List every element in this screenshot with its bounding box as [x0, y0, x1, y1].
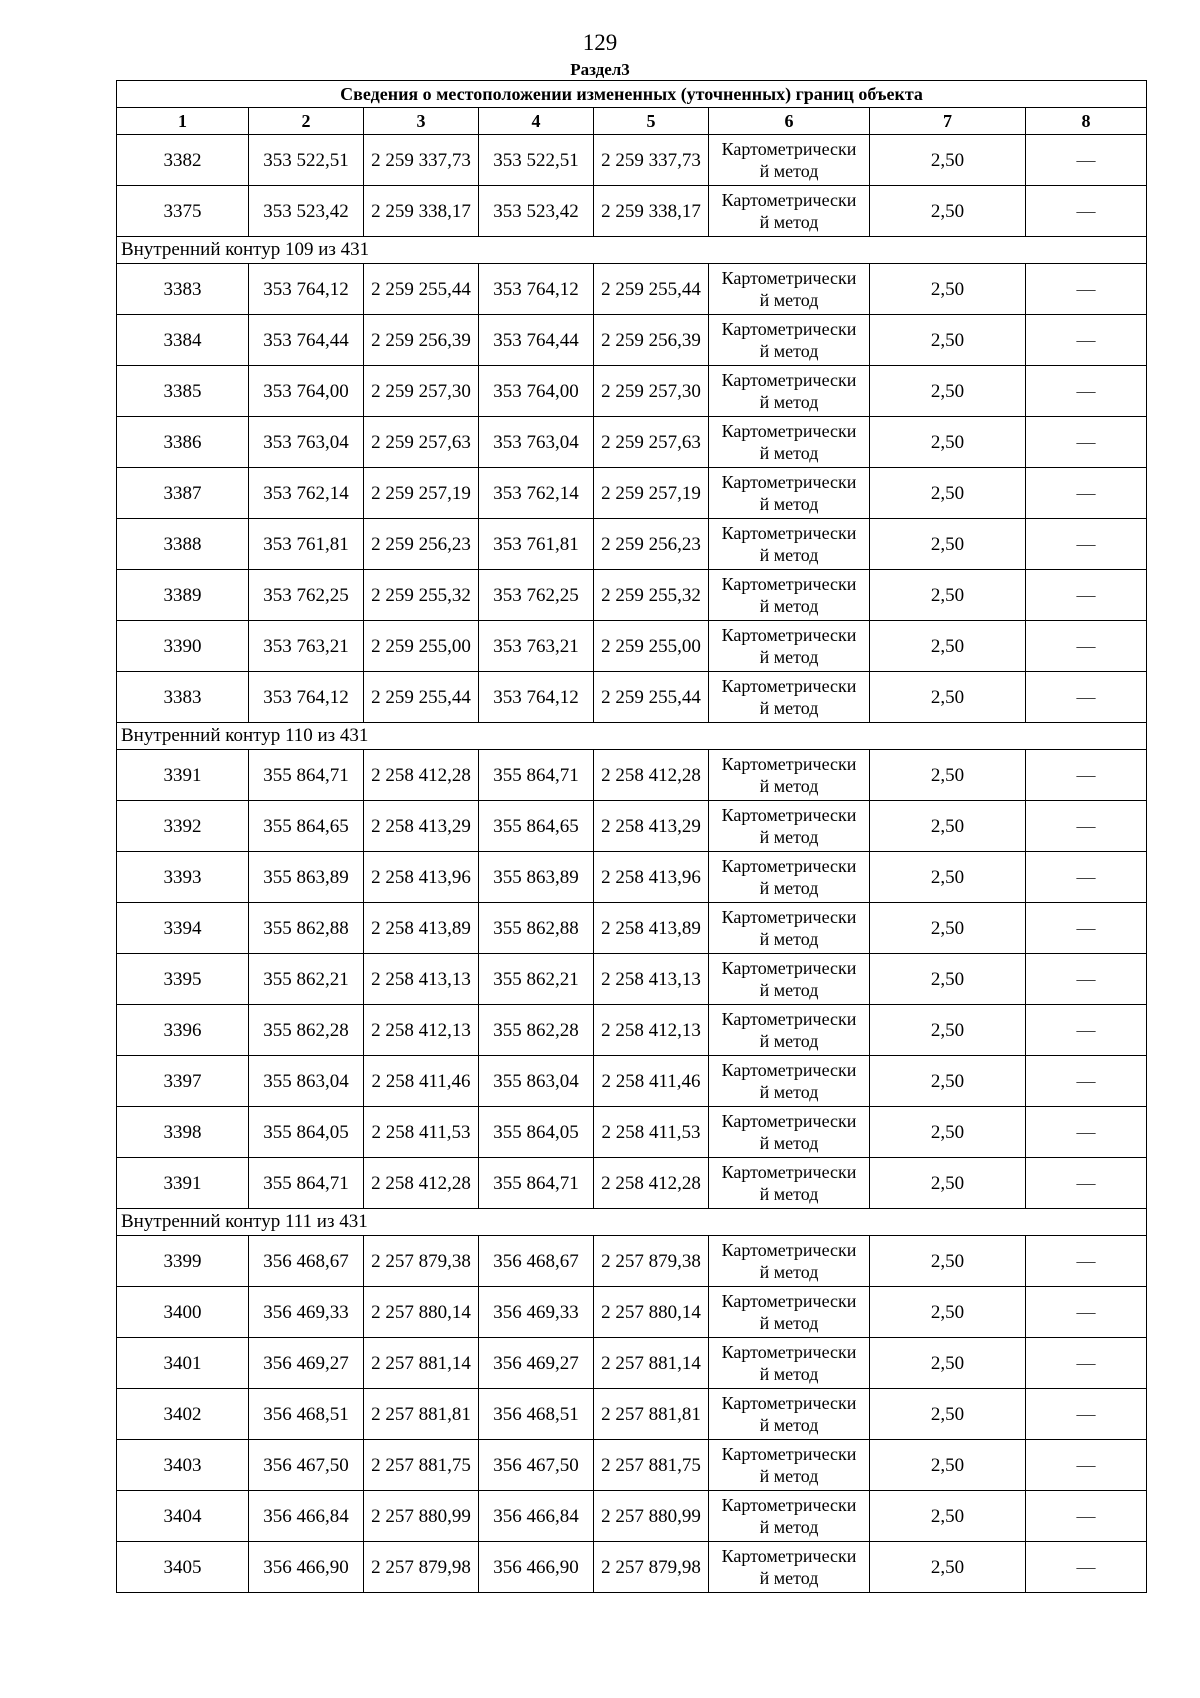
point-number-cell: 3385	[117, 366, 249, 417]
y-existing-cell: 2 258 413,13	[364, 954, 479, 1005]
table-row	[117, 750, 1147, 801]
table-row	[117, 519, 1147, 570]
y-refined-cell: 2 258 413,89	[594, 903, 709, 954]
column-header: 6	[709, 108, 870, 135]
accuracy-cell: 2,50	[870, 1005, 1026, 1056]
x-existing-cell: 355 862,21	[249, 954, 364, 1005]
column-header: 8	[1026, 108, 1147, 135]
y-refined-cell: 2 257 881,81	[594, 1389, 709, 1440]
table-row	[117, 1389, 1147, 1440]
y-refined-cell: 2 259 255,00	[594, 621, 709, 672]
x-existing-cell: 353 762,14	[249, 468, 364, 519]
point-number-cell: 3403	[117, 1440, 249, 1491]
point-number-cell: 3375	[117, 186, 249, 237]
note-cell: —	[1026, 1287, 1147, 1338]
y-existing-cell: 2 257 881,81	[364, 1389, 479, 1440]
y-refined-cell: 2 258 413,13	[594, 954, 709, 1005]
method-cell: Картометрически й метод	[709, 1236, 870, 1287]
y-refined-cell: 2 257 879,98	[594, 1542, 709, 1593]
column-header: 1	[117, 108, 249, 135]
y-refined-cell: 2 259 256,23	[594, 519, 709, 570]
y-refined-cell: 2 259 257,30	[594, 366, 709, 417]
accuracy-cell: 2,50	[870, 672, 1026, 723]
x-refined-cell: 353 761,81	[479, 519, 594, 570]
method-cell: Картометрически й метод	[709, 186, 870, 237]
note-cell: —	[1026, 264, 1147, 315]
note-cell: —	[1026, 468, 1147, 519]
point-number-cell: 3400	[117, 1287, 249, 1338]
x-refined-cell: 353 764,12	[479, 672, 594, 723]
table-row	[117, 468, 1147, 519]
accuracy-cell: 2,50	[870, 1338, 1026, 1389]
note-cell: —	[1026, 1005, 1147, 1056]
accuracy-cell: 2,50	[870, 903, 1026, 954]
table-row	[117, 1005, 1147, 1056]
x-refined-cell: 355 864,71	[479, 1158, 594, 1209]
x-existing-cell: 353 764,12	[249, 672, 364, 723]
y-existing-cell: 2 257 881,75	[364, 1440, 479, 1491]
table-caption-row	[117, 81, 1147, 108]
y-refined-cell: 2 258 411,46	[594, 1056, 709, 1107]
table-row	[117, 315, 1147, 366]
x-refined-cell: 355 862,28	[479, 1005, 594, 1056]
x-refined-cell: 356 467,50	[479, 1440, 594, 1491]
table-row	[117, 1338, 1147, 1389]
x-refined-cell: 355 862,88	[479, 903, 594, 954]
table-body	[117, 81, 1147, 1593]
section-title: Раздел3	[570, 60, 630, 79]
point-number-cell: 3383	[117, 672, 249, 723]
point-number-cell: 3389	[117, 570, 249, 621]
table-row	[117, 1236, 1147, 1287]
point-number-cell: 3387	[117, 468, 249, 519]
x-existing-cell: 355 864,71	[249, 750, 364, 801]
x-existing-cell: 355 862,28	[249, 1005, 364, 1056]
y-existing-cell: 2 259 256,39	[364, 315, 479, 366]
x-refined-cell: 355 863,89	[479, 852, 594, 903]
x-refined-cell: 356 468,67	[479, 1236, 594, 1287]
note-cell: —	[1026, 750, 1147, 801]
table-row	[117, 366, 1147, 417]
y-existing-cell: 2 258 413,29	[364, 801, 479, 852]
accuracy-cell: 2,50	[870, 750, 1026, 801]
x-existing-cell: 356 469,27	[249, 1338, 364, 1389]
accuracy-cell: 2,50	[870, 1440, 1026, 1491]
y-refined-cell: 2 258 412,13	[594, 1005, 709, 1056]
x-refined-cell: 353 763,04	[479, 417, 594, 468]
method-cell: Картометрически й метод	[709, 1542, 870, 1593]
x-existing-cell: 356 469,33	[249, 1287, 364, 1338]
accuracy-cell: 2,50	[870, 1287, 1026, 1338]
y-existing-cell: 2 259 255,32	[364, 570, 479, 621]
note-cell: —	[1026, 186, 1147, 237]
x-refined-cell: 353 764,44	[479, 315, 594, 366]
x-existing-cell: 353 763,04	[249, 417, 364, 468]
x-existing-cell: 355 863,89	[249, 852, 364, 903]
x-existing-cell: 353 761,81	[249, 519, 364, 570]
method-cell: Картометрически й метод	[709, 621, 870, 672]
method-cell: Картометрически й метод	[709, 852, 870, 903]
point-number-cell: 3396	[117, 1005, 249, 1056]
accuracy-cell: 2,50	[870, 417, 1026, 468]
accuracy-cell: 2,50	[870, 1107, 1026, 1158]
y-existing-cell: 2 257 880,14	[364, 1287, 479, 1338]
y-refined-cell: 2 258 413,29	[594, 801, 709, 852]
y-existing-cell: 2 259 337,73	[364, 135, 479, 186]
column-header: 7	[870, 108, 1026, 135]
x-refined-cell: 353 764,00	[479, 366, 594, 417]
column-header: 4	[479, 108, 594, 135]
method-cell: Картометрически й метод	[709, 1491, 870, 1542]
x-existing-cell: 356 468,67	[249, 1236, 364, 1287]
column-header: 3	[364, 108, 479, 135]
accuracy-cell: 2,50	[870, 135, 1026, 186]
x-existing-cell: 353 522,51	[249, 135, 364, 186]
accuracy-cell: 2,50	[870, 366, 1026, 417]
accuracy-cell: 2,50	[870, 186, 1026, 237]
x-refined-cell: 355 864,65	[479, 801, 594, 852]
method-cell: Картометрически й метод	[709, 750, 870, 801]
table-row	[117, 264, 1147, 315]
table-row	[117, 186, 1147, 237]
x-refined-cell: 353 763,21	[479, 621, 594, 672]
note-cell: —	[1026, 1107, 1147, 1158]
x-refined-cell: 353 522,51	[479, 135, 594, 186]
table-row	[117, 417, 1147, 468]
table-row	[117, 1440, 1147, 1491]
table-row	[117, 1491, 1147, 1542]
note-cell: —	[1026, 519, 1147, 570]
y-refined-cell: 2 259 257,19	[594, 468, 709, 519]
x-existing-cell: 353 762,25	[249, 570, 364, 621]
note-cell: —	[1026, 417, 1147, 468]
note-cell: —	[1026, 801, 1147, 852]
y-refined-cell: 2 257 879,38	[594, 1236, 709, 1287]
table-row	[117, 570, 1147, 621]
note-cell: —	[1026, 621, 1147, 672]
accuracy-cell: 2,50	[870, 1158, 1026, 1209]
y-existing-cell: 2 259 257,63	[364, 417, 479, 468]
y-refined-cell: 2 258 413,96	[594, 852, 709, 903]
x-refined-cell: 353 762,14	[479, 468, 594, 519]
x-existing-cell: 356 466,84	[249, 1491, 364, 1542]
point-number-cell: 3384	[117, 315, 249, 366]
point-number-cell: 3382	[117, 135, 249, 186]
point-number-cell: 3393	[117, 852, 249, 903]
x-refined-cell: 356 466,90	[479, 1542, 594, 1593]
method-cell: Картометрически й метод	[709, 417, 870, 468]
accuracy-cell: 2,50	[870, 1542, 1026, 1593]
y-existing-cell: 2 259 255,00	[364, 621, 479, 672]
x-refined-cell: 353 762,25	[479, 570, 594, 621]
accuracy-cell: 2,50	[870, 468, 1026, 519]
x-refined-cell: 356 466,84	[479, 1491, 594, 1542]
x-existing-cell: 353 763,21	[249, 621, 364, 672]
method-cell: Картометрически й метод	[709, 519, 870, 570]
x-existing-cell: 355 862,88	[249, 903, 364, 954]
contour-row	[117, 237, 1147, 264]
note-cell: —	[1026, 903, 1147, 954]
table-row	[117, 954, 1147, 1005]
accuracy-cell: 2,50	[870, 315, 1026, 366]
note-cell: —	[1026, 954, 1147, 1005]
point-number-cell: 3395	[117, 954, 249, 1005]
method-cell: Картометрически й метод	[709, 366, 870, 417]
y-refined-cell: 2 259 337,73	[594, 135, 709, 186]
method-cell: Картометрически й метод	[709, 801, 870, 852]
x-refined-cell: 355 864,71	[479, 750, 594, 801]
y-refined-cell: 2 257 880,14	[594, 1287, 709, 1338]
method-cell: Картометрически й метод	[709, 1440, 870, 1491]
y-refined-cell: 2 259 257,63	[594, 417, 709, 468]
accuracy-cell: 2,50	[870, 264, 1026, 315]
table-header-row	[117, 108, 1147, 135]
point-number-cell: 3391	[117, 750, 249, 801]
accuracy-cell: 2,50	[870, 954, 1026, 1005]
method-cell: Картометрически й метод	[709, 903, 870, 954]
contour-label: Внутренний контур 109 из 431	[117, 237, 1147, 264]
y-existing-cell: 2 258 412,13	[364, 1005, 479, 1056]
point-number-cell: 3383	[117, 264, 249, 315]
y-existing-cell: 2 259 256,23	[364, 519, 479, 570]
x-refined-cell: 356 469,27	[479, 1338, 594, 1389]
y-existing-cell: 2 258 411,46	[364, 1056, 479, 1107]
contour-row	[117, 1209, 1147, 1236]
table-row	[117, 621, 1147, 672]
y-existing-cell: 2 258 412,28	[364, 750, 479, 801]
y-existing-cell: 2 259 257,30	[364, 366, 479, 417]
note-cell: —	[1026, 1389, 1147, 1440]
point-number-cell: 3390	[117, 621, 249, 672]
y-existing-cell: 2 259 255,44	[364, 264, 479, 315]
accuracy-cell: 2,50	[870, 1389, 1026, 1440]
y-refined-cell: 2 259 338,17	[594, 186, 709, 237]
method-cell: Картометрически й метод	[709, 1389, 870, 1440]
note-cell: —	[1026, 315, 1147, 366]
table-row	[117, 672, 1147, 723]
point-number-cell: 3405	[117, 1542, 249, 1593]
contour-row	[117, 723, 1147, 750]
x-refined-cell: 355 862,21	[479, 954, 594, 1005]
table-row	[117, 1056, 1147, 1107]
y-existing-cell: 2 259 338,17	[364, 186, 479, 237]
method-cell: Картометрически й метод	[709, 672, 870, 723]
x-existing-cell: 356 467,50	[249, 1440, 364, 1491]
table-row	[117, 801, 1147, 852]
column-header: 5	[594, 108, 709, 135]
table-row	[117, 135, 1147, 186]
point-number-cell: 3394	[117, 903, 249, 954]
point-number-cell: 3402	[117, 1389, 249, 1440]
y-existing-cell: 2 259 257,19	[364, 468, 479, 519]
accuracy-cell: 2,50	[870, 801, 1026, 852]
contour-label: Внутренний контур 110 из 431	[117, 723, 1147, 750]
y-existing-cell: 2 257 879,98	[364, 1542, 479, 1593]
accuracy-cell: 2,50	[870, 621, 1026, 672]
method-cell: Картометрически й метод	[709, 1287, 870, 1338]
y-existing-cell: 2 257 881,14	[364, 1338, 479, 1389]
point-number-cell: 3401	[117, 1338, 249, 1389]
x-refined-cell: 353 764,12	[479, 264, 594, 315]
x-existing-cell: 355 864,71	[249, 1158, 364, 1209]
note-cell: —	[1026, 135, 1147, 186]
y-refined-cell: 2 259 256,39	[594, 315, 709, 366]
x-existing-cell: 356 466,90	[249, 1542, 364, 1593]
method-cell: Картометрически й метод	[709, 1056, 870, 1107]
table-row	[117, 903, 1147, 954]
x-existing-cell: 355 863,04	[249, 1056, 364, 1107]
method-cell: Картометрически й метод	[709, 1107, 870, 1158]
note-cell: —	[1026, 1236, 1147, 1287]
column-header: 2	[249, 108, 364, 135]
accuracy-cell: 2,50	[870, 1236, 1026, 1287]
method-cell: Картометрически й метод	[709, 1338, 870, 1389]
note-cell: —	[1026, 1542, 1147, 1593]
y-refined-cell: 2 257 880,99	[594, 1491, 709, 1542]
method-cell: Картометрически й метод	[709, 135, 870, 186]
accuracy-cell: 2,50	[870, 570, 1026, 621]
y-refined-cell: 2 259 255,44	[594, 264, 709, 315]
table-caption: Сведения о местоположении измененных (уточненных) границ объекта	[117, 81, 1147, 108]
accuracy-cell: 2,50	[870, 1491, 1026, 1542]
table-row	[117, 1287, 1147, 1338]
method-cell: Картометрически й метод	[709, 1005, 870, 1056]
method-cell: Картометрически й метод	[709, 315, 870, 366]
y-existing-cell: 2 258 411,53	[364, 1107, 479, 1158]
y-existing-cell: 2 257 880,99	[364, 1491, 479, 1542]
point-number-cell: 3388	[117, 519, 249, 570]
point-number-cell: 3399	[117, 1236, 249, 1287]
y-existing-cell: 2 258 413,96	[364, 852, 479, 903]
note-cell: —	[1026, 852, 1147, 903]
y-refined-cell: 2 259 255,44	[594, 672, 709, 723]
note-cell: —	[1026, 1158, 1147, 1209]
x-refined-cell: 353 523,42	[479, 186, 594, 237]
y-refined-cell: 2 257 881,14	[594, 1338, 709, 1389]
y-existing-cell: 2 258 412,28	[364, 1158, 479, 1209]
note-cell: —	[1026, 1338, 1147, 1389]
method-cell: Картометрически й метод	[709, 264, 870, 315]
accuracy-cell: 2,50	[870, 1056, 1026, 1107]
y-refined-cell: 2 258 412,28	[594, 750, 709, 801]
y-refined-cell: 2 257 881,75	[594, 1440, 709, 1491]
point-number-cell: 3386	[117, 417, 249, 468]
y-refined-cell: 2 258 412,28	[594, 1158, 709, 1209]
table-row	[117, 1542, 1147, 1593]
note-cell: —	[1026, 366, 1147, 417]
note-cell: —	[1026, 570, 1147, 621]
x-existing-cell: 355 864,05	[249, 1107, 364, 1158]
x-refined-cell: 355 864,05	[479, 1107, 594, 1158]
point-number-cell: 3397	[117, 1056, 249, 1107]
boundary-table	[116, 80, 1147, 1593]
point-number-cell: 3392	[117, 801, 249, 852]
x-existing-cell: 353 764,00	[249, 366, 364, 417]
y-refined-cell: 2 258 411,53	[594, 1107, 709, 1158]
point-number-cell: 3404	[117, 1491, 249, 1542]
method-cell: Картометрически й метод	[709, 570, 870, 621]
table-row	[117, 1107, 1147, 1158]
x-refined-cell: 356 468,51	[479, 1389, 594, 1440]
x-existing-cell: 353 764,44	[249, 315, 364, 366]
note-cell: —	[1026, 1440, 1147, 1491]
method-cell: Картометрически й метод	[709, 1158, 870, 1209]
point-number-cell: 3391	[117, 1158, 249, 1209]
x-refined-cell: 355 863,04	[479, 1056, 594, 1107]
note-cell: —	[1026, 1491, 1147, 1542]
table-row	[117, 852, 1147, 903]
y-existing-cell: 2 258 413,89	[364, 903, 479, 954]
page-number: 129	[582, 30, 618, 55]
x-existing-cell: 355 864,65	[249, 801, 364, 852]
note-cell: —	[1026, 672, 1147, 723]
point-number-cell: 3398	[117, 1107, 249, 1158]
x-refined-cell: 356 469,33	[479, 1287, 594, 1338]
table-row	[117, 1158, 1147, 1209]
contour-label: Внутренний контур 111 из 431	[117, 1209, 1147, 1236]
method-cell: Картометрически й метод	[709, 468, 870, 519]
method-cell: Картометрически й метод	[709, 954, 870, 1005]
accuracy-cell: 2,50	[870, 519, 1026, 570]
accuracy-cell: 2,50	[870, 852, 1026, 903]
x-existing-cell: 353 523,42	[249, 186, 364, 237]
note-cell: —	[1026, 1056, 1147, 1107]
y-existing-cell: 2 259 255,44	[364, 672, 479, 723]
y-refined-cell: 2 259 255,32	[594, 570, 709, 621]
y-existing-cell: 2 257 879,38	[364, 1236, 479, 1287]
x-existing-cell: 353 764,12	[249, 264, 364, 315]
x-existing-cell: 356 468,51	[249, 1389, 364, 1440]
